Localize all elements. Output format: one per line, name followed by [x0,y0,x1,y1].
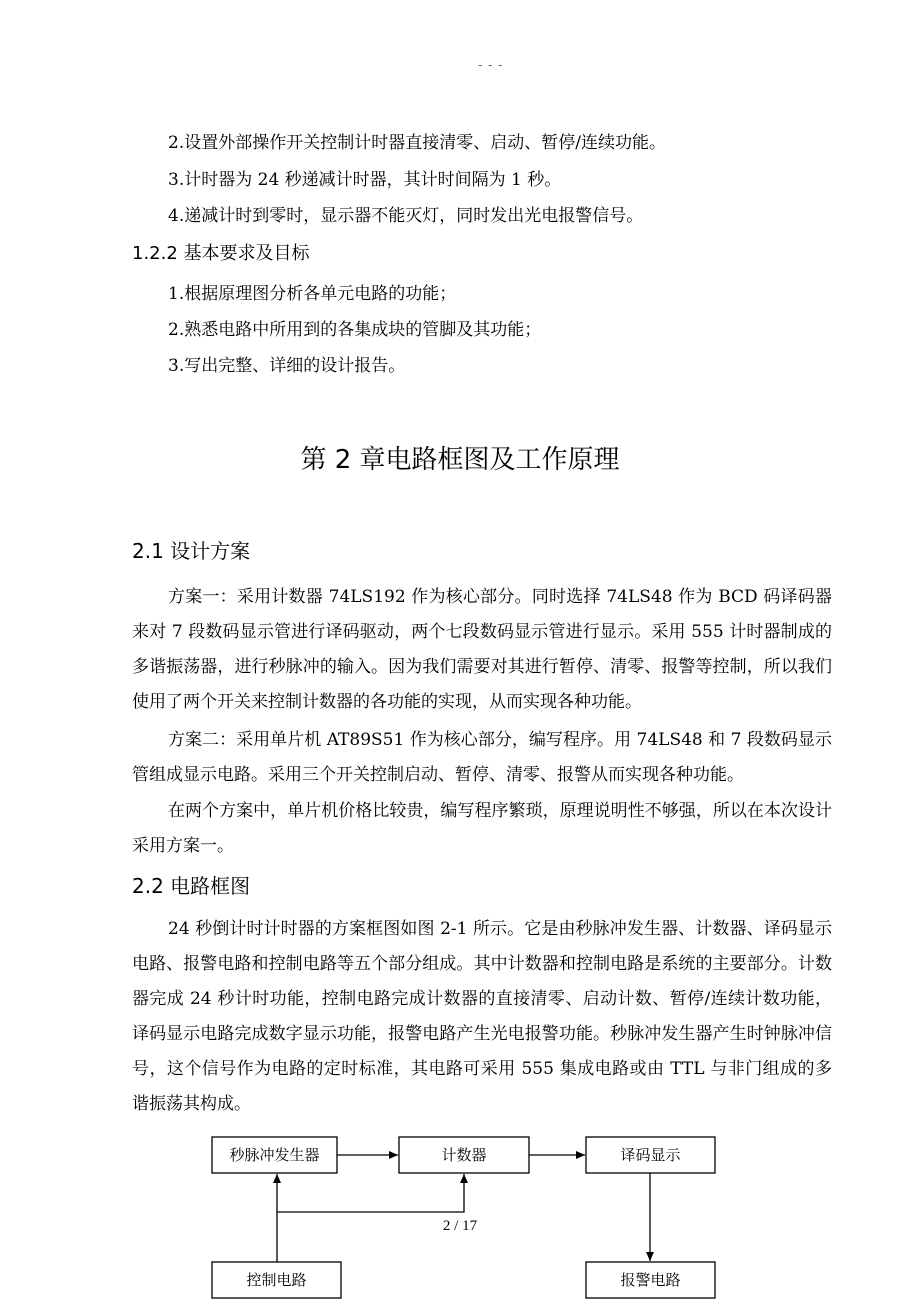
control-circuit-label: 控制电路 [246,1271,307,1289]
pulse-generator-label: 秒脉冲发生器 [229,1146,320,1164]
requirement-item-3: 3.计时器为 24 秒递减计时器，其计时间隔为 1 秒。 [168,170,562,190]
paragraph-plan-two: 方案二：采用单片机 AT89S51 作为核心部分，编写程序。用 74LS48 和 7 段数码显示管组成显示电路。采用三个开关控制启动、暂停、清零、报警从而实现各种功能。 [132,730,832,785]
control-circuit-box [212,1262,341,1298]
alarm-circuit-label: 报警电路 [620,1271,681,1289]
counter-label: 计数器 [441,1146,487,1164]
pulse-generator-box [212,1137,337,1173]
paragraph-block-diagram: 24 秒倒计时计时器的方案框图如图 2-1 所示。它是由秒脉冲发生器、计数器、译码显示电路、报警电路和控制电路等五个部分组成。其中计数器和控制电路是系统的主要部分。计数器完成 24 秒计时功能，控制电路完成计数器的直接清零、启动计数、暂停/连续计数功能，译码显示电路完成数字显示功能，报警电路产生光电报警功能。秒脉冲发生器产生时钟脉冲信号，这个信号作为电路的定时标准，其电路可采用 555 集成电路或由 TTL 与非门组成的多谐振荡其构成。 [132,919,832,1114]
section-heading-2-1: 2.1 设计方案 [132,539,251,563]
section-heading-2-2: 2.2 电路框图 [132,874,251,898]
counter-box [399,1137,529,1173]
goal-item-1: 1.根据原理图分析各单元电路的功能； [168,284,457,304]
page-number: 2 / 17 [442,1218,478,1234]
header-mark: - - - [478,58,504,72]
decoder-display-label: 译码显示 [620,1146,681,1164]
goal-item-3: 3.写出完整、详细的设计报告。 [168,356,406,376]
requirement-item-4: 4.递减计时到零时，显示器不能灭灯，同时发出光电报警信号。 [168,206,644,226]
decoder-display-box [586,1137,715,1173]
alarm-circuit-box [586,1262,715,1298]
requirement-item-2: 2.设置外部操作开关控制计时器直接清零、启动、暂停/连续功能。 [168,133,666,153]
section-heading-1-2-2: 1.2.2 基本要求及目标 [132,243,310,264]
arrow-control-to-counter [277,1174,464,1212]
chapter-title: 第 2 章电路框图及工作原理 [300,445,620,475]
paragraph-plan-one: 方案一：采用计数器 74LS192 作为核心部分。同时选择 74LS48 作为 BCD 码译码器来对 7 段数码显示管进行译码驱动，两个七段数码显示管进行显示。采用 555 计时器制成的多谐振荡器，进行秒脉冲的输入。因为我们需要对其进行暂停、清零、报警等控制，所以我们使用了两个开关来控制计数器的各功能的实现，从而实现各种功能。 [132,587,832,712]
goal-item-2: 2.熟悉电路中所用到的各集成块的管脚及其功能； [168,320,542,340]
paragraph-comparison: 在两个方案中，单片机价格比较贵，编写程序繁琐，原理说明性不够强，所以在本次设计采用方案一。 [132,801,832,856]
